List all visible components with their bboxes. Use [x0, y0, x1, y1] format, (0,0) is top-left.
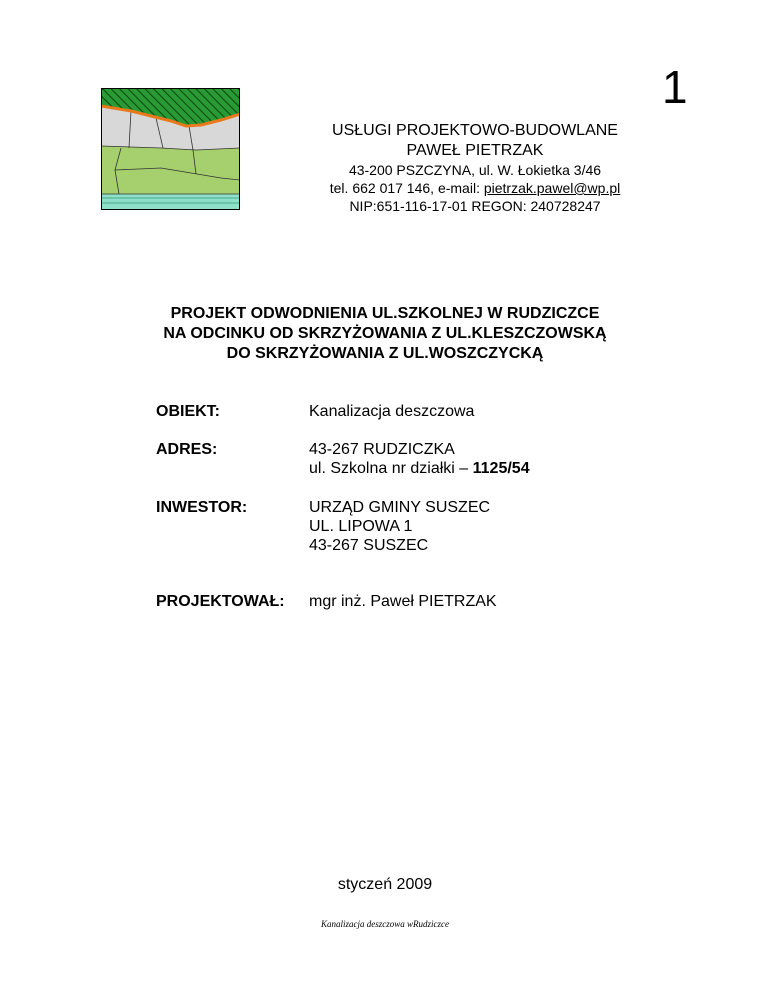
company-address: 43-200 PSZCZYNA, ul. W. Łokietka 3/46	[348, 162, 602, 178]
obiekt-label: OBIEKT:	[156, 403, 220, 420]
projektowal-value: mgr inż. Paweł PIETRZAK	[309, 593, 497, 610]
company-logo-map-icon	[101, 88, 240, 210]
inwestor-label: INWESTOR:	[156, 499, 248, 516]
project-title-line1: PROJEKT ODWODNIENIA UL.SZKOLNEJ W RUDZICZCE	[170, 305, 600, 322]
project-title-line3: DO SKRZYŻOWANIA Z UL.WOSZCZYCKĄ	[226, 345, 544, 362]
company-ids: NIP:651-116-17-01 REGON: 240728247	[349, 198, 601, 214]
plot-number: 1125/54	[472, 460, 530, 477]
inwestor-line3: 43-267 SUSZEC	[309, 537, 429, 554]
inwestor-line2: UL. LIPOWA 1	[309, 518, 413, 535]
adres-value	[309, 440, 669, 478]
project-title-line2: NA ODCINKU OD SKRZYŻOWANIA Z UL.KLESZCZOWSKĄ	[163, 325, 607, 342]
obiekt-value: Kanalizacja deszczowa	[309, 403, 475, 420]
company-contact	[280, 179, 670, 197]
company-name-line1: USŁUGI PROJEKTOWO-BUDOWLANE	[332, 122, 618, 139]
adres-line1: 43-267 RUDZICZKA	[309, 441, 455, 458]
project-title	[100, 304, 670, 364]
adres-label: ADRES:	[156, 441, 218, 458]
inwestor-value	[309, 498, 669, 555]
document-date: styczeń 2009	[337, 876, 433, 893]
inwestor-line1: URZĄD GMINY SUSZEC	[309, 499, 491, 516]
projektowal-label: PROJEKTOWAŁ:	[156, 593, 285, 610]
contact-prefix: tel. 662 017 146, e-mail:	[329, 180, 484, 196]
company-header	[280, 121, 670, 215]
adres-line2-prefix: ul. Szkolna nr działki –	[309, 460, 473, 477]
page-number: 1	[662, 61, 688, 113]
company-name-line2: PAWEŁ PIETRZAK	[406, 142, 544, 159]
email-link[interactable]: pietrzak.pawel@wp.pl	[483, 180, 621, 196]
adres-line2	[309, 459, 669, 478]
footer-text: Kanalizacja deszczowa wRudziczce	[321, 919, 449, 929]
